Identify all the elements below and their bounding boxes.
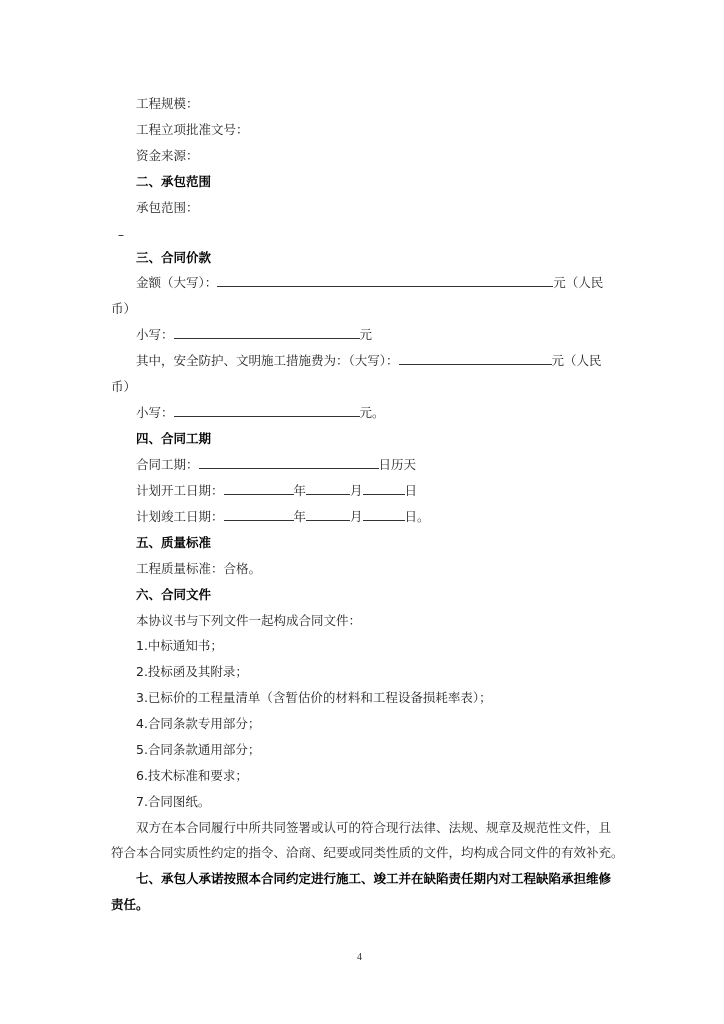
end-label: 计划竣工日期：: [136, 509, 224, 524]
safety-small-line: [136, 405, 385, 421]
small-unit: 元: [359, 327, 373, 342]
price-amount-unit-end: 币）: [111, 301, 137, 316]
amount-label: 金额（大写）：: [136, 275, 218, 290]
end-year: 年: [293, 509, 307, 524]
start-date-line: [136, 483, 417, 499]
safety-unit-end: 币）: [111, 379, 137, 394]
scope-label: 承包范围：: [136, 200, 199, 215]
scope-dash: –: [118, 228, 124, 242]
duration-period-line: [136, 457, 416, 473]
duration-heading: 四、合同工期: [136, 431, 212, 446]
commitment-line1: 七、承包人承诺按照本合同约定进行施工、竣工并在缺陷责任期内对工程缺陷承担维修: [136, 871, 612, 886]
commitment-line2: 责任。: [111, 897, 149, 912]
document-item: 6.技术标准和要求；: [136, 768, 248, 783]
safety-small-blank: [174, 405, 360, 417]
price-small-line: [136, 327, 372, 343]
price-heading: 三、合同价款: [136, 250, 212, 265]
period-label: 合同工期：: [136, 457, 199, 472]
document-item: 4.合同条款专用部分；: [136, 716, 261, 731]
project-approval-label: 工程立项批准文号：: [136, 122, 249, 137]
document-item: 5.合同条款通用部分；: [136, 742, 261, 757]
page-number: 4: [357, 952, 362, 963]
scope-heading: 二、承包范围: [136, 174, 212, 189]
document-item: 2.投标函及其附录；: [136, 664, 248, 679]
period-unit: 日历天: [378, 457, 417, 472]
quality-text: 工程质量标准：合格。: [136, 561, 262, 576]
documents-paragraph-line2: 符合本合同实质性约定的指令、洽商、纪要或同类性质的文件，均构成合同文件的有效补充。: [111, 845, 624, 860]
start-month-blank: [306, 483, 350, 495]
safety-small-label: 小写：: [136, 405, 174, 420]
documents-paragraph-line1: 双方在本合同履行中所共同签署或认可的符合现行法律、法规、规章及规范性文件，且: [136, 820, 612, 835]
end-year-blank: [224, 509, 294, 521]
end-day-blank: [363, 509, 405, 521]
start-year: 年: [293, 483, 307, 498]
safety-unit: 元（人民: [551, 353, 602, 368]
project-funding-label: 资金来源：: [136, 148, 199, 163]
document-item: 3.已标价的工程量清单（含暂估价的材料和工程设备损耗率表）；: [136, 690, 492, 705]
start-day: 日: [404, 483, 418, 498]
amount-blank: [217, 275, 553, 287]
end-date-line: [136, 509, 430, 525]
start-day-blank: [363, 483, 405, 495]
safety-fee-line: [136, 353, 602, 369]
end-month-blank: [306, 509, 350, 521]
start-label: 计划开工日期：: [136, 483, 224, 498]
price-amount-line: [136, 275, 603, 291]
end-month: 月: [350, 509, 363, 524]
start-month: 月: [350, 483, 363, 498]
small-label: 小写：: [136, 327, 174, 342]
document-item: 1.中标通知书；: [136, 638, 223, 653]
small-blank: [174, 327, 360, 339]
documents-heading: 六、合同文件: [136, 587, 212, 602]
safety-small-unit: 元。: [359, 405, 385, 420]
end-day: 日。: [404, 509, 430, 524]
safety-blank: [399, 353, 552, 365]
amount-unit: 元（人民: [553, 275, 604, 290]
document-item: 7.合同图纸。: [136, 794, 211, 809]
project-scale-label: 工程规模：: [136, 96, 199, 111]
documents-intro: 本协议书与下列文件一起构成合同文件：: [136, 613, 362, 628]
period-blank: [199, 457, 379, 469]
start-year-blank: [224, 483, 294, 495]
quality-heading: 五、质量标准: [136, 535, 212, 550]
safety-label: 其中，安全防护、文明施工措施费为：（大写）：: [136, 353, 399, 368]
